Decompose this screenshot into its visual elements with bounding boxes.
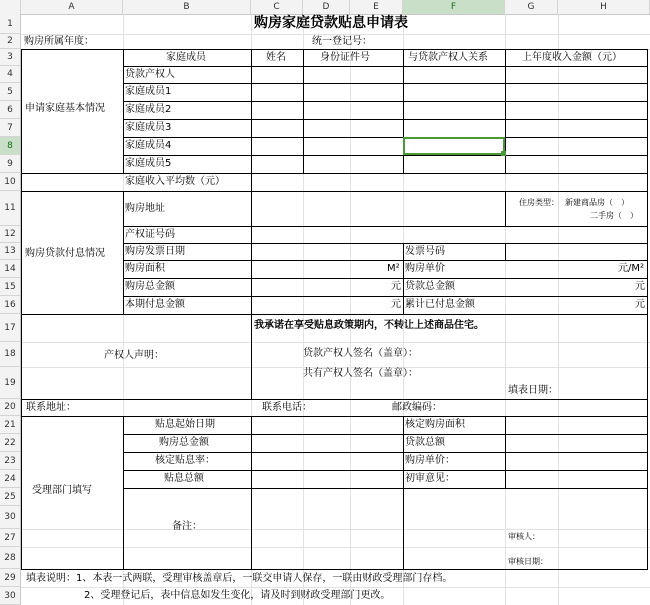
basic-info-section-label: 申请家庭基本情况 [25, 103, 105, 114]
fill-instructions-2: 2、受理登记后，表中信息如发生变化，请及时到财政受理部门更改。 [84, 590, 391, 601]
interest-amount-label: 贴息总额 [164, 473, 204, 484]
house-type-new: 新建商品房（ ） [565, 198, 629, 207]
contact-phone-label: 联系电话： [262, 402, 312, 413]
member-label: 家庭成员4 [125, 140, 172, 151]
row-header[interactable]: 11 [0, 191, 21, 226]
header-income: 上年度收入金额（元） [522, 52, 622, 63]
fill-date-label: 填表日期： [508, 385, 558, 396]
column-header-g[interactable]: G [505, 0, 558, 14]
row-header[interactable]: 24 [0, 470, 21, 488]
dept-unit-price-label: 购房单价： [405, 455, 455, 466]
fill-instructions-1: 填表说明：1、本表一式两联，受理审核盖章后，一联交申请人保存，一联由财政受理部门存档。 [26, 573, 453, 584]
purchase-total-label: 购房总金额 [125, 281, 175, 292]
row-header[interactable]: 6 [0, 101, 21, 119]
corner-cell[interactable] [0, 0, 21, 14]
row-header[interactable]: 15 [0, 278, 21, 296]
house-type-second: 二手房（ ） [590, 211, 638, 220]
yuan-unit: 元 [391, 299, 401, 310]
row-header[interactable]: 9 [0, 155, 21, 173]
row-header[interactable]: 2 [0, 34, 21, 49]
row-header[interactable]: 28 [0, 547, 21, 569]
unit-price-label: 购房单价 [405, 263, 445, 274]
column-header-bar [0, 0, 650, 15]
average-income-label: 家庭收入平均数（元） [125, 176, 225, 187]
member-label: 家庭成员5 [125, 158, 172, 169]
header-id-number: 身份证件号 [320, 52, 370, 63]
co-owner-signature-label: 共有产权人签名（盖章）： [303, 368, 418, 379]
column-header-a[interactable]: A [21, 0, 123, 14]
yuan-unit: 元 [635, 281, 645, 292]
row-header[interactable]: 17 [0, 314, 21, 342]
row-header[interactable]: 3 [0, 49, 21, 66]
invoice-number-label: 发票号码 [405, 246, 445, 257]
dept-purchase-total-label: 购房总金额 [159, 437, 209, 448]
row-header[interactable]: 5 [0, 83, 21, 101]
header-relation: 与贷款产权人关系 [408, 52, 488, 63]
column-header-e[interactable]: E [350, 0, 403, 14]
row-header[interactable]: 10 [0, 173, 21, 191]
column-header-c[interactable]: C [251, 0, 303, 14]
column-header-f[interactable]: F [403, 0, 505, 14]
row-header-selected[interactable]: 8 [0, 137, 21, 155]
reviewer-label: 审核人： [508, 532, 540, 541]
member-label: 家庭成员3 [125, 122, 172, 133]
member-label: 家庭成员2 [125, 104, 172, 115]
property-cert-label: 产权证号码 [125, 229, 175, 240]
area-unit: M² [387, 263, 400, 274]
owner-signature-label: 贷款产权人签名（盖章）： [303, 348, 418, 359]
purchase-address-label: 购房地址 [125, 203, 165, 214]
registration-number-label: 统一登记号： [312, 36, 372, 47]
yuan-unit: 元 [391, 281, 401, 292]
interest-start-date-label: 贴息起始日期 [155, 419, 215, 430]
owner-declaration-label: 产权人声明： [104, 350, 164, 361]
member-label: 贷款产权人 [125, 69, 175, 80]
postcode-label: 邮政编码： [392, 402, 442, 413]
period-interest-label: 本期付息金额 [125, 299, 185, 310]
header-name: 姓名 [266, 52, 286, 63]
fill-handle[interactable] [501, 151, 506, 156]
row-header[interactable]: 23 [0, 452, 21, 470]
row-header[interactable]: 22 [0, 434, 21, 452]
row-header[interactable]: 20 [0, 399, 21, 416]
row-header[interactable]: 18 [0, 342, 21, 367]
row-header[interactable]: 1 [0, 14, 21, 34]
column-header-h[interactable]: H [558, 0, 650, 14]
member-label: 家庭成员1 [125, 86, 172, 97]
row-header[interactable]: 27 [0, 529, 21, 547]
unit-price-unit: 元/M² [618, 263, 645, 274]
row-header[interactable]: 14 [0, 260, 21, 278]
house-type-label: 住房类型： [519, 198, 559, 207]
loan-section-label: 购房贷款付息情况 [25, 248, 105, 259]
review-date-label: 审核日期： [508, 557, 548, 566]
row-header[interactable]: 25 [0, 488, 21, 506]
purchase-year-label: 购房所属年度： [24, 36, 94, 47]
cumulative-interest-label: 累计已付息金额 [405, 299, 475, 310]
interest-rate-label: 核定贴息率： [155, 455, 215, 466]
purchase-area-label: 购房面积 [125, 263, 165, 274]
dept-loan-total-label: 贷款总额 [405, 437, 445, 448]
row-header[interactable]: 7 [0, 119, 21, 137]
yuan-unit: 元 [635, 299, 645, 310]
row-header[interactable]: 4 [0, 66, 21, 83]
contact-address-label: 联系地址： [26, 402, 76, 413]
loan-total-label: 贷款总金额 [405, 281, 455, 292]
pledge-text: 我承诺在享受贴息政策期内，不转让上述商品住宅。 [254, 320, 484, 331]
row-header[interactable]: 19 [0, 367, 21, 399]
row-header[interactable]: 21 [0, 416, 21, 434]
initial-opinion-label: 初审意见： [405, 473, 455, 484]
row-header[interactable]: 16 [0, 296, 21, 314]
dept-section-label: 受理部门填写 [32, 485, 92, 496]
approved-area-label: 核定购房面积 [405, 419, 465, 430]
row-header[interactable]: 29 [0, 569, 21, 587]
form-title: 购房家庭贷款贴息申请表 [254, 15, 408, 31]
row-header[interactable]: 13 [0, 243, 21, 260]
remark-label: 备注： [172, 521, 202, 532]
column-header-b[interactable]: B [123, 0, 251, 14]
row-header[interactable]: 30 [0, 587, 21, 605]
invoice-date-label: 购房发票日期 [125, 246, 185, 257]
row-header[interactable]: 30 [0, 506, 21, 529]
row-header[interactable]: 12 [0, 226, 21, 243]
column-header-d[interactable]: D [303, 0, 350, 14]
header-family-member: 家庭成员 [166, 52, 206, 63]
selected-cell-f8[interactable] [403, 137, 505, 155]
